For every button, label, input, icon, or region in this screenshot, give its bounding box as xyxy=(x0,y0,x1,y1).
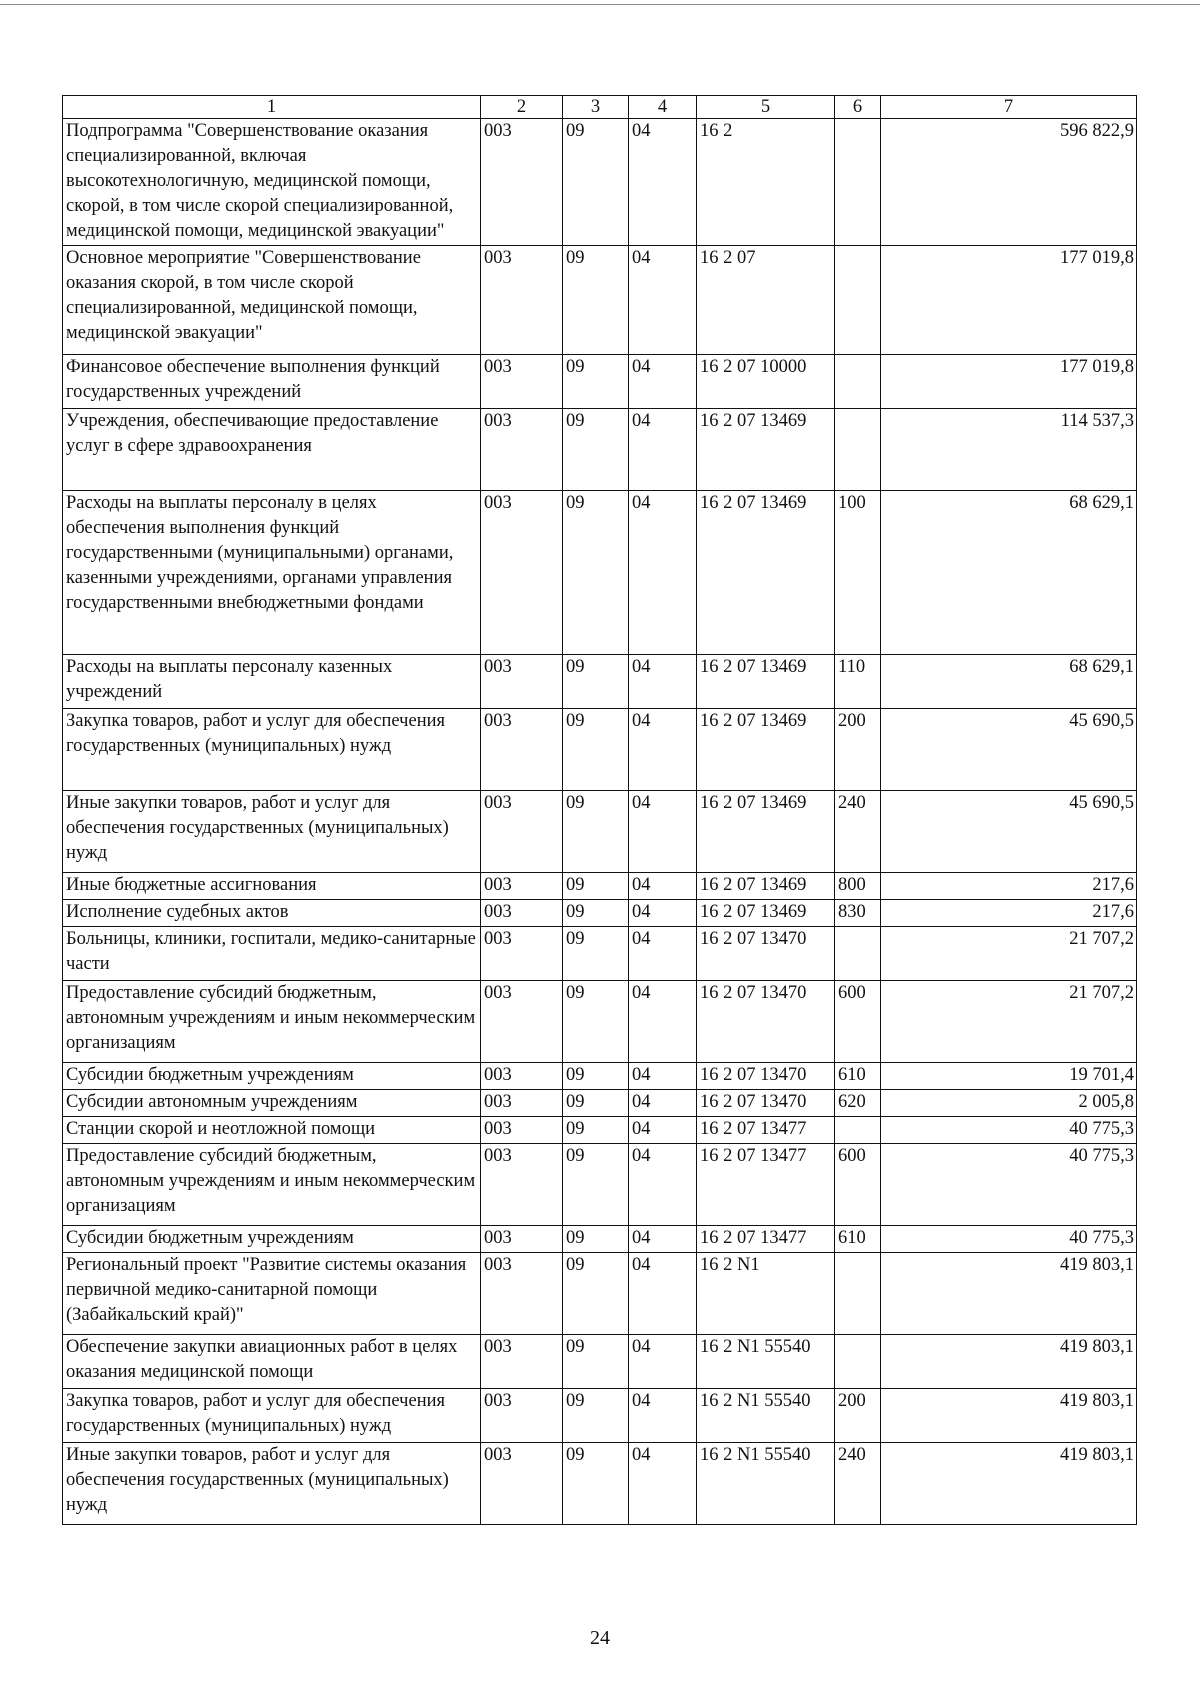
cell-col-6: 600 xyxy=(835,981,881,1063)
cell-col-3: 09 xyxy=(563,409,629,491)
cell-col-6 xyxy=(835,1335,881,1389)
cell-col-2: 003 xyxy=(481,1335,563,1389)
cell-col-2: 003 xyxy=(481,655,563,709)
table-row xyxy=(63,1389,1137,1443)
cell-col-2: 003 xyxy=(481,1144,563,1226)
cell-col-4: 04 xyxy=(629,1443,697,1525)
cell-col-4: 04 xyxy=(629,1389,697,1443)
top-edge-rule xyxy=(0,4,1200,5)
cell-col-4: 04 xyxy=(629,1253,697,1335)
cell-col-3: 09 xyxy=(563,1090,629,1117)
cell-col-4: 04 xyxy=(629,1090,697,1117)
cell-col-4: 04 xyxy=(629,981,697,1063)
row-name: Субсидии автономным учреждениям xyxy=(63,1090,481,1117)
column-header-6: 6 xyxy=(835,96,881,119)
row-name: Региональный проект "Развитие системы оказания первичной медико-санитарной помощи (Забайкальский край)" xyxy=(63,1253,481,1335)
header-row xyxy=(63,96,1137,119)
row-name: Расходы на выплаты персоналу в целях обеспечения выполнения функций государственными (муниципальными) органами, казенными учреждениями, органами управления государственными внебюджетными фондами xyxy=(63,491,481,655)
cell-col-3: 09 xyxy=(563,1335,629,1389)
cell-col-2: 003 xyxy=(481,873,563,900)
cell-col-2: 003 xyxy=(481,1253,563,1335)
table-row xyxy=(63,873,1137,900)
cell-col-6 xyxy=(835,927,881,981)
cell-col-2: 003 xyxy=(481,709,563,791)
cell-col-4: 04 xyxy=(629,709,697,791)
column-header-5: 5 xyxy=(697,96,835,119)
row-name: Станции скорой и неотложной помощи xyxy=(63,1117,481,1144)
row-name: Исполнение судебных актов xyxy=(63,900,481,927)
cell-col-5: 16 2 07 13470 xyxy=(697,981,835,1063)
column-header-7: 7 xyxy=(881,96,1137,119)
cell-amount: 419 803,1 xyxy=(881,1443,1137,1525)
cell-amount: 40 775,3 xyxy=(881,1117,1137,1144)
cell-col-3: 09 xyxy=(563,119,629,246)
cell-col-3: 09 xyxy=(563,927,629,981)
cell-col-3: 09 xyxy=(563,791,629,873)
table-row xyxy=(63,981,1137,1063)
table-row xyxy=(63,1443,1137,1525)
cell-col-2: 003 xyxy=(481,246,563,355)
row-name: Субсидии бюджетным учреждениям xyxy=(63,1226,481,1253)
cell-col-3: 09 xyxy=(563,1063,629,1090)
row-name: Закупка товаров, работ и услуг для обеспечения государственных (муниципальных) нужд xyxy=(63,1389,481,1443)
cell-amount: 419 803,1 xyxy=(881,1389,1137,1443)
cell-col-2: 003 xyxy=(481,1443,563,1525)
row-name: Закупка товаров, работ и услуг для обеспечения государственных (муниципальных) нужд xyxy=(63,709,481,791)
cell-col-6 xyxy=(835,246,881,355)
row-name: Обеспечение закупки авиационных работ в целях оказания медицинской помощи xyxy=(63,1335,481,1389)
cell-col-2: 003 xyxy=(481,1063,563,1090)
page-number: 24 xyxy=(590,1627,610,1649)
column-header-1: 1 xyxy=(63,96,481,119)
table-row xyxy=(63,709,1137,791)
cell-col-6: 200 xyxy=(835,1389,881,1443)
cell-amount: 40 775,3 xyxy=(881,1144,1137,1226)
document-page xyxy=(62,95,1136,1525)
cell-col-3: 09 xyxy=(563,246,629,355)
row-name: Финансовое обеспечение выполнения функций государственных учреждений xyxy=(63,355,481,409)
cell-col-6 xyxy=(835,1117,881,1144)
cell-col-6: 610 xyxy=(835,1063,881,1090)
cell-col-4: 04 xyxy=(629,900,697,927)
table-row xyxy=(63,409,1137,491)
cell-col-2: 003 xyxy=(481,1389,563,1443)
table-row xyxy=(63,791,1137,873)
cell-amount: 419 803,1 xyxy=(881,1335,1137,1389)
budget-table xyxy=(62,95,1137,1525)
column-header-2: 2 xyxy=(481,96,563,119)
cell-amount: 40 775,3 xyxy=(881,1226,1137,1253)
cell-col-5: 16 2 xyxy=(697,119,835,246)
cell-col-4: 04 xyxy=(629,655,697,709)
cell-col-6: 200 xyxy=(835,709,881,791)
table-header xyxy=(63,96,1137,119)
cell-amount: 217,6 xyxy=(881,900,1137,927)
table-row xyxy=(63,491,1137,655)
cell-col-5: 16 2 07 13477 xyxy=(697,1117,835,1144)
table-row xyxy=(63,355,1137,409)
cell-col-3: 09 xyxy=(563,1117,629,1144)
cell-col-4: 04 xyxy=(629,1144,697,1226)
cell-col-2: 003 xyxy=(481,1117,563,1144)
table-body xyxy=(63,119,1137,1525)
cell-amount: 217,6 xyxy=(881,873,1137,900)
cell-amount: 68 629,1 xyxy=(881,655,1137,709)
cell-col-6: 100 xyxy=(835,491,881,655)
cell-col-5: 16 2 07 13470 xyxy=(697,1090,835,1117)
cell-col-3: 09 xyxy=(563,1389,629,1443)
cell-col-6: 620 xyxy=(835,1090,881,1117)
cell-col-5: 16 2 07 13469 xyxy=(697,791,835,873)
cell-col-4: 04 xyxy=(629,355,697,409)
cell-col-6: 800 xyxy=(835,873,881,900)
cell-col-5: 16 2 07 13469 xyxy=(697,873,835,900)
cell-amount: 45 690,5 xyxy=(881,791,1137,873)
cell-col-5: 16 2 07 13469 xyxy=(697,655,835,709)
cell-col-5: 16 2 N1 55540 xyxy=(697,1389,835,1443)
cell-col-5: 16 2 07 13469 xyxy=(697,709,835,791)
cell-col-2: 003 xyxy=(481,1226,563,1253)
cell-col-5: 16 2 07 13470 xyxy=(697,1063,835,1090)
row-name: Больницы, клиники, госпитали, медико-санитарные части xyxy=(63,927,481,981)
cell-amount: 68 629,1 xyxy=(881,491,1137,655)
cell-col-4: 04 xyxy=(629,1117,697,1144)
table-row xyxy=(63,900,1137,927)
cell-col-5: 16 2 N1 55540 xyxy=(697,1335,835,1389)
cell-col-4: 04 xyxy=(629,491,697,655)
cell-col-2: 003 xyxy=(481,1090,563,1117)
cell-col-4: 04 xyxy=(629,1226,697,1253)
cell-col-2: 003 xyxy=(481,900,563,927)
cell-col-4: 04 xyxy=(629,409,697,491)
row-name: Основное мероприятие "Совершенствование оказания скорой, в том числе скорой специализированной, медицинской помощи, медицинской эвакуации" xyxy=(63,246,481,355)
cell-amount: 596 822,9 xyxy=(881,119,1137,246)
cell-col-2: 003 xyxy=(481,491,563,655)
cell-col-3: 09 xyxy=(563,1443,629,1525)
cell-col-5: 16 2 07 13469 xyxy=(697,491,835,655)
cell-col-3: 09 xyxy=(563,900,629,927)
cell-col-6: 600 xyxy=(835,1144,881,1226)
row-name: Иные закупки товаров, работ и услуг для обеспечения государственных (муниципальных) нужд xyxy=(63,791,481,873)
cell-col-6 xyxy=(835,1253,881,1335)
cell-col-4: 04 xyxy=(629,119,697,246)
cell-amount: 419 803,1 xyxy=(881,1253,1137,1335)
cell-col-6: 240 xyxy=(835,1443,881,1525)
cell-col-4: 04 xyxy=(629,873,697,900)
cell-amount: 19 701,4 xyxy=(881,1063,1137,1090)
cell-col-5: 16 2 07 13469 xyxy=(697,900,835,927)
cell-col-4: 04 xyxy=(629,1335,697,1389)
cell-col-3: 09 xyxy=(563,981,629,1063)
cell-col-6: 830 xyxy=(835,900,881,927)
table-row xyxy=(63,927,1137,981)
cell-col-5: 16 2 N1 xyxy=(697,1253,835,1335)
cell-amount: 177 019,8 xyxy=(881,246,1137,355)
table-row xyxy=(63,1117,1137,1144)
cell-col-2: 003 xyxy=(481,409,563,491)
row-name: Подпрограмма "Совершенствование оказания специализированной, включая высокотехнологичную, медицинской помощи, скорой, в том числе скорой специализированной, медицинской помощи, медицинской эвакуации" xyxy=(63,119,481,246)
row-name: Предоставление субсидий бюджетным, автономным учреждениям и иным некоммерческим организациям xyxy=(63,1144,481,1226)
cell-amount: 2 005,8 xyxy=(881,1090,1137,1117)
cell-amount: 114 537,3 xyxy=(881,409,1137,491)
cell-col-6 xyxy=(835,119,881,246)
cell-col-3: 09 xyxy=(563,1144,629,1226)
cell-col-3: 09 xyxy=(563,491,629,655)
table-row xyxy=(63,655,1137,709)
cell-col-6: 610 xyxy=(835,1226,881,1253)
cell-col-2: 003 xyxy=(481,791,563,873)
table-row xyxy=(63,1253,1137,1335)
cell-col-4: 04 xyxy=(629,791,697,873)
cell-col-3: 09 xyxy=(563,1226,629,1253)
cell-col-5: 16 2 07 13470 xyxy=(697,927,835,981)
cell-col-2: 003 xyxy=(481,927,563,981)
table-row xyxy=(63,1063,1137,1090)
row-name: Иные бюджетные ассигнования xyxy=(63,873,481,900)
cell-col-2: 003 xyxy=(481,355,563,409)
cell-col-6 xyxy=(835,409,881,491)
table-row xyxy=(63,1335,1137,1389)
cell-amount: 177 019,8 xyxy=(881,355,1137,409)
table-row xyxy=(63,246,1137,355)
cell-col-6 xyxy=(835,355,881,409)
column-header-3: 3 xyxy=(563,96,629,119)
table-row xyxy=(63,1144,1137,1226)
cell-col-5: 16 2 07 xyxy=(697,246,835,355)
row-name: Субсидии бюджетным учреждениям xyxy=(63,1063,481,1090)
row-name: Предоставление субсидий бюджетным, автономным учреждениям и иным некоммерческим организациям xyxy=(63,981,481,1063)
cell-col-3: 09 xyxy=(563,655,629,709)
cell-amount: 21 707,2 xyxy=(881,927,1137,981)
cell-col-5: 16 2 07 10000 xyxy=(697,355,835,409)
cell-col-2: 003 xyxy=(481,119,563,246)
cell-col-4: 04 xyxy=(629,927,697,981)
cell-amount: 21 707,2 xyxy=(881,981,1137,1063)
cell-col-5: 16 2 07 13469 xyxy=(697,409,835,491)
cell-col-6: 240 xyxy=(835,791,881,873)
cell-col-3: 09 xyxy=(563,1253,629,1335)
table-row xyxy=(63,1226,1137,1253)
table-row xyxy=(63,1090,1137,1117)
row-name: Расходы на выплаты персоналу казенных учреждений xyxy=(63,655,481,709)
cell-col-5: 16 2 07 13477 xyxy=(697,1144,835,1226)
column-header-4: 4 xyxy=(629,96,697,119)
cell-amount: 45 690,5 xyxy=(881,709,1137,791)
cell-col-2: 003 xyxy=(481,981,563,1063)
cell-col-4: 04 xyxy=(629,1063,697,1090)
cell-col-4: 04 xyxy=(629,246,697,355)
row-name: Иные закупки товаров, работ и услуг для обеспечения государственных (муниципальных) нужд xyxy=(63,1443,481,1525)
cell-col-5: 16 2 N1 55540 xyxy=(697,1443,835,1525)
row-name: Учреждения, обеспечивающие предоставление услуг в сфере здравоохранения xyxy=(63,409,481,491)
table-row xyxy=(63,119,1137,246)
cell-col-6: 110 xyxy=(835,655,881,709)
cell-col-5: 16 2 07 13477 xyxy=(697,1226,835,1253)
cell-col-3: 09 xyxy=(563,873,629,900)
cell-col-3: 09 xyxy=(563,355,629,409)
cell-col-3: 09 xyxy=(563,709,629,791)
